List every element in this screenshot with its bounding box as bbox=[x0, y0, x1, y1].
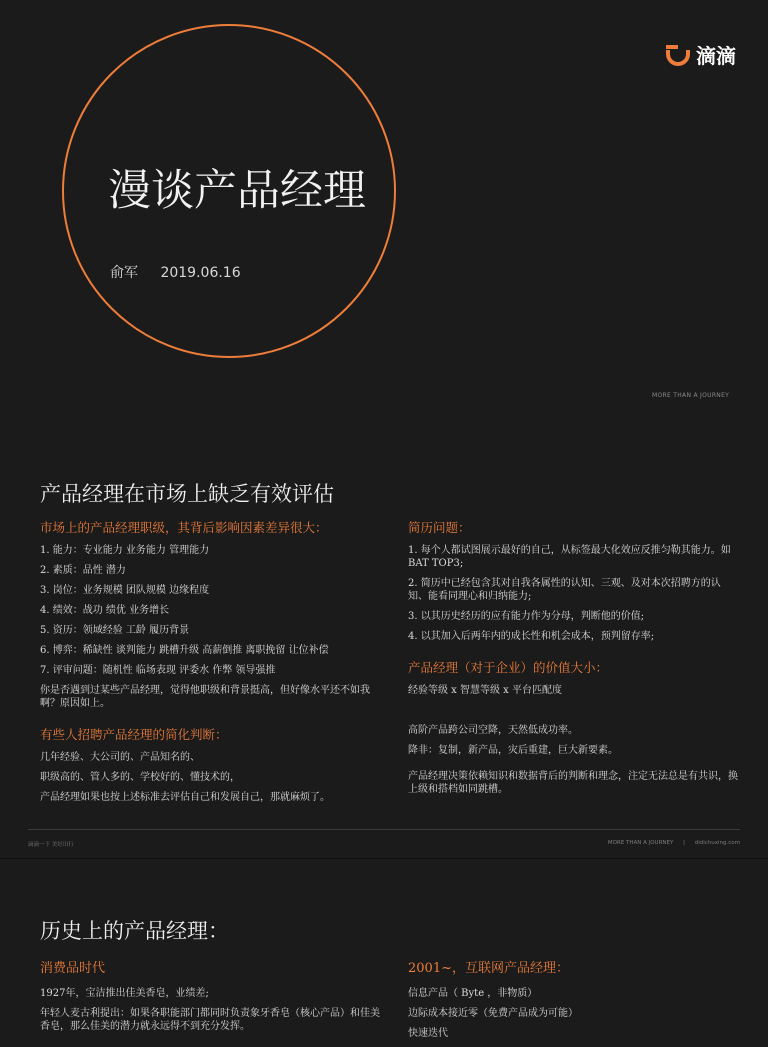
footer-site: didichuxing.com bbox=[694, 840, 740, 846]
paragraph-line: 年轻人麦古利提出：如果各职能部门都同时负责象牙香皂（核心产品）和佳美香皂，那么佳美的潜力就永远得不到充分发挥。 bbox=[40, 1008, 380, 1032]
section-heading: 消费品时代 bbox=[40, 961, 106, 976]
didi-logo bbox=[666, 40, 736, 69]
paragraph-line: 1927年，宝洁推出佳美香皂，业绩差; bbox=[40, 988, 209, 999]
section-heading: 市场上的产品经理职级，其背后影响因素差异很大： bbox=[40, 520, 328, 535]
evaluation-slide bbox=[0, 448, 768, 858]
cover-title: 漫谈产品经理 bbox=[108, 166, 366, 216]
tagline: MORE THAN A JOURNEY bbox=[652, 392, 730, 399]
presentation-date: 2019.06.16 bbox=[160, 265, 241, 281]
list-item: 1. 每个人都试图展示最好的自己，从标签最大化效应反推匀勒其能力。如BAT TOP3; bbox=[408, 545, 731, 569]
footer-right bbox=[600, 840, 740, 846]
paragraph-line: 降非：复制，新产品，灾后重建，巨大新要素。 bbox=[408, 745, 618, 756]
list-item: 7. 评审问题：随机性 临场表现 评委水 作弊 领导强推 bbox=[40, 665, 276, 676]
footer-slogan: 滴滴一下 美好出行 bbox=[28, 842, 74, 848]
paragraph-line: 边际成本接近零（免费产品成为可能） bbox=[408, 1008, 578, 1019]
didi-logo-icon bbox=[666, 43, 690, 67]
paragraph: 产品经理决策依赖知识和数据背后的判断和理念，注定无法总是有共识，换上级和搭档如同跳槽。 bbox=[408, 771, 738, 795]
right-column bbox=[408, 520, 738, 803]
section-heading: 2001~，互联网产品经理： bbox=[408, 961, 569, 976]
byline bbox=[110, 262, 259, 282]
slide-footer bbox=[28, 829, 740, 848]
section-heading: 产品经理（对于企业）的价值大小： bbox=[408, 660, 609, 675]
logo-text: 滴滴 bbox=[696, 44, 736, 68]
cover-slide bbox=[0, 0, 768, 448]
list-item: 4. 以其加入后两年内的成长性和机会成本，预判留存率; bbox=[408, 631, 655, 642]
list-item: 4. 绩效：战功 绩优 业务增长 bbox=[40, 605, 170, 616]
paragraph: 你是否遇到过某些产品经理，觉得他职级和背景挺高，但好像水平还不如我啊？原因如上。 bbox=[40, 685, 370, 709]
slide-title: 历史上的产品经理： bbox=[40, 919, 229, 943]
list-item: 2. 简历中已经包含其对自我各属性的认知、三观、及对本次招聘方的认知、能看同理心和归纳能力; bbox=[408, 578, 721, 602]
list-item: 3. 岗位：业务规模 团队规模 边缘程度 bbox=[40, 585, 210, 596]
paragraph-line: 高阶产品跨公司空降，天然低成功率。 bbox=[408, 725, 578, 736]
paragraph-line: 职级高的、管人多的、学校好的、懂技术的， bbox=[40, 772, 240, 783]
paragraph-line: 信息产品（ Byte ，非物质） bbox=[408, 988, 538, 999]
left-column bbox=[40, 520, 380, 811]
right-column bbox=[408, 961, 738, 1047]
list-item: 5. 资历：领域经验 工龄 履历背景 bbox=[40, 625, 190, 636]
formula: 经验等级 x 智慧等级 x 平台匹配度 bbox=[408, 685, 562, 696]
author-name: 俞军 bbox=[110, 265, 138, 281]
section-heading: 有些人招聘产品经理的简化判断： bbox=[40, 727, 228, 742]
left-column bbox=[40, 961, 380, 1040]
list-item: 1. 能力：专业能力 业务能力 管理能力 bbox=[40, 545, 210, 556]
list-item: 3. 以其历史经历的应有能力作为分母，判断他的价值; bbox=[408, 611, 645, 622]
slide-title: 产品经理在市场上缺乏有效评估 bbox=[40, 482, 334, 506]
list-item: 6. 博弈：稀缺性 谈判能力 跳槽升级 高薪倒推 离职挽留 让位补偿 bbox=[40, 645, 329, 656]
paragraph-line: 产品经理如果也按上述标准去评估自己和发展自己，那就麻烦了。 bbox=[40, 792, 330, 803]
list-item: 2. 素质：品性 潜力 bbox=[40, 565, 126, 576]
paragraph-line: 快速迭代 bbox=[408, 1028, 448, 1039]
section-heading: 简历问题： bbox=[408, 520, 471, 535]
history-slide bbox=[0, 858, 768, 1039]
footer-divider: | bbox=[683, 840, 685, 846]
footer-tagline: MORE THAN A JOURNEY bbox=[607, 840, 674, 846]
paragraph-line: 几年经验、大公司的、产品知名的、 bbox=[40, 752, 200, 763]
